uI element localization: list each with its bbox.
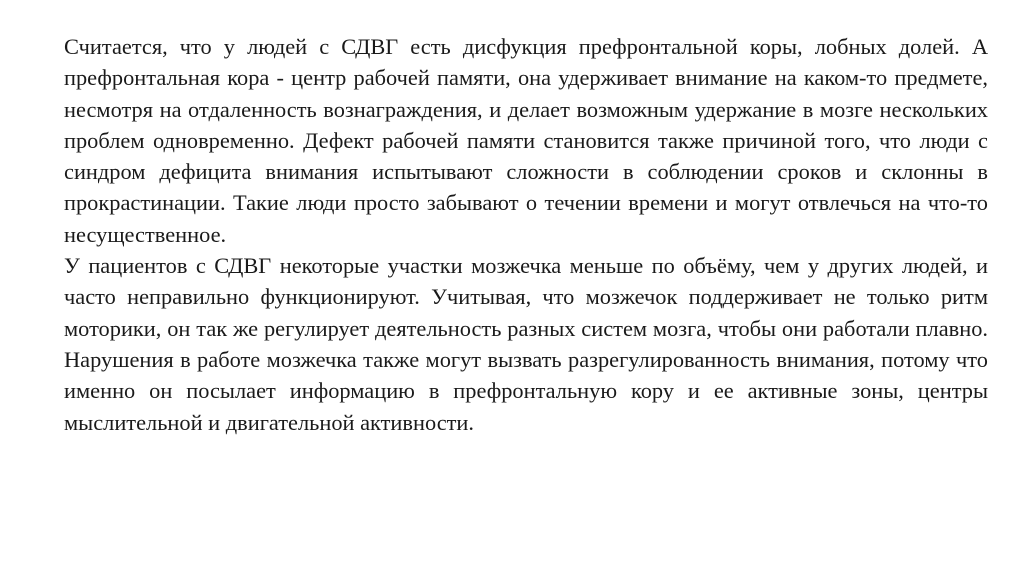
text-block	[64, 31, 988, 438]
paragraph-adhd-cerebellum: У пациентов с СДВГ некоторые участки мозжечка меньше по объёму, чем у других людей, и часто неправильно функционируют. Учитывая, что мозжечок поддерживает не только ритм моторики, он так же регулирует деятельность разных систем мозга, чтобы они работали плавно. Нарушения в работе мозжечка также могут вызвать разрегулированность внимания, потому что именно он посылает информацию в префронтальную кору и ее активные зоны, центры мыслительной и двигательной активности.	[64, 253, 988, 435]
paragraph-adhd-prefrontal-cortex: Считается, что у людей с СДВГ есть дисфукция префронтальной коры, лобных долей. А префронтальная кора - центр рабочей памяти, она удерживает внимание на каком-то предмете, несмотря на отдаленность вознаграждения, и делает возможным удержание в мозге нескольких проблем одновременно. Дефект рабочей памяти становится также причиной того, что люди с синдром дефицита внимания испытывают сложности в соблюдении сроков и склонны в прокрастинации. Такие люди просто забывают о течении времени и могут отвлечься на что-то несущественное.	[64, 34, 988, 247]
